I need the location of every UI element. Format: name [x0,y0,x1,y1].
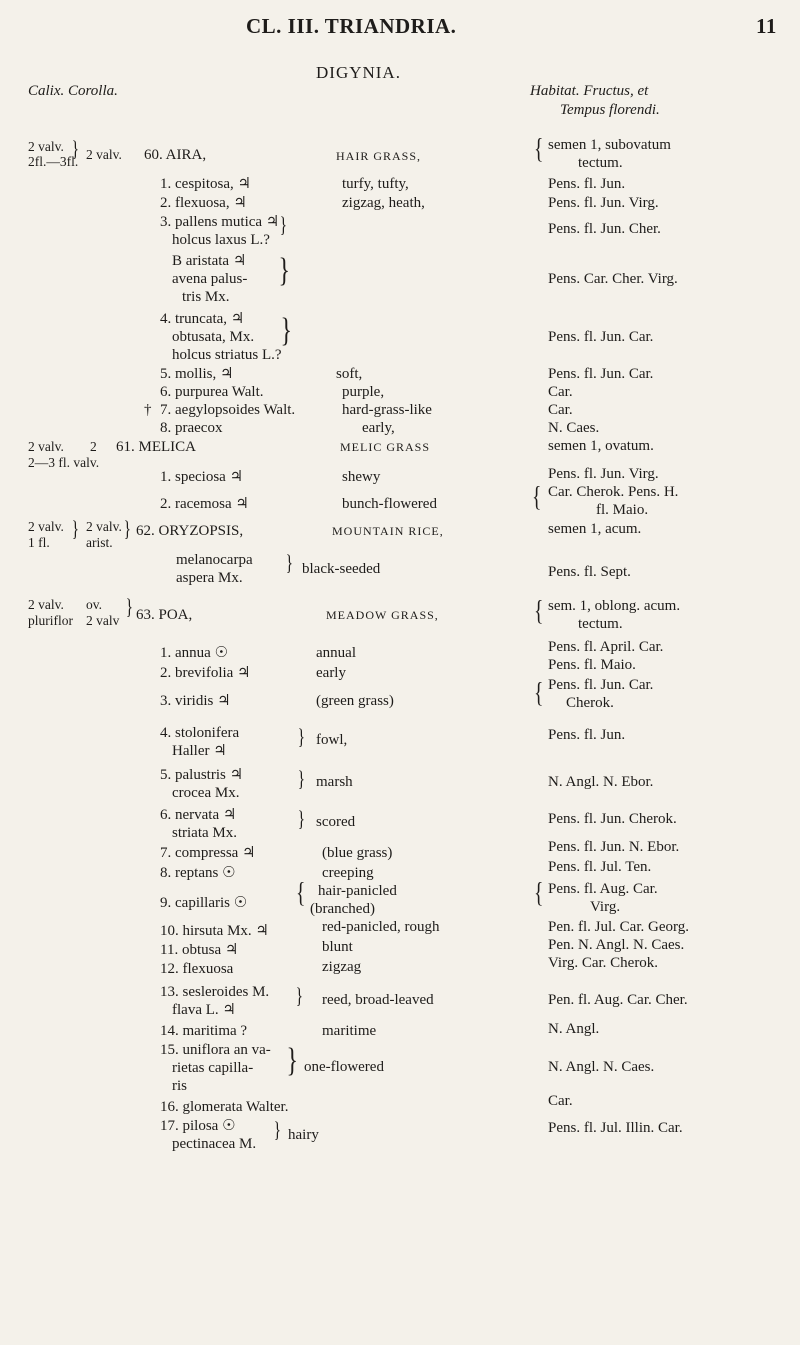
brace: } [125,594,133,619]
synonym: flava L. ♃ [172,1002,236,1018]
habitat-text: Pens. fl. Jul. Ten. [548,859,652,875]
brace: } [297,724,305,749]
brace: } [71,516,79,541]
english-name: one-flowered [304,1059,384,1075]
species-entry: 1. speciosa ♃ [160,469,244,485]
english-name: red-panicled, rough [322,919,440,935]
species-entry: 7. aegylopsoides Walt. [160,402,296,418]
habitat-text: fl. Maio. [596,502,649,518]
habitat-text: Pens. fl. Jun. Car. [548,677,654,693]
habitat-text: Pens. fl. Jun. N. Ebor. [548,839,680,855]
species-entry: 6. nervata ♃ [160,807,237,823]
brace: } [273,1117,281,1142]
habitat-text: Pens. fl. Aug. Car. [548,881,658,897]
english-name: hard-grass-like [342,402,432,418]
habitat-text: Pens. fl. Jul. Illin. Car. [548,1120,683,1136]
english-name: maritime [322,1023,377,1039]
habitat-text: Pens. Car. Cher. Virg. [548,271,678,287]
habitat-text: Pens. fl. Jun. Car. [548,329,654,345]
synonym: holcus laxus L.? [172,232,270,248]
species-entry: 4. truncata, ♃ [160,311,245,327]
order-heading: DIGYNIA. [316,63,401,82]
brace: { [532,482,542,513]
brace: } [278,252,290,289]
brace: { [534,878,544,909]
habitat-text: Pens. fl. Jun. [548,176,626,192]
habitat-text: N. Caes. [548,420,600,436]
species-entry: 7. compressa ♃ [160,845,256,861]
species-entry: 8. reptans ☉ [160,865,236,881]
corolla-text: ov. [86,597,102,612]
calix-text: 2 valv. [28,597,64,612]
synonym: pectinacea M. [172,1136,257,1152]
english-name: fowl, [316,732,348,748]
synonym: holcus striatus L.? [172,347,282,363]
synonym: Haller ♃ [172,743,227,759]
genus-name: 60. AIRA, [144,147,207,163]
english-name: hairy [288,1127,319,1143]
habitat-text: semen 1, ovatum. [548,438,654,454]
brace: } [71,136,79,161]
english-name: purple, [342,384,385,400]
habitat-text: Pens. fl. Maio. [548,657,636,673]
habitat-text: N. Angl. N. Caes. [548,1059,655,1075]
corolla-text: arist. [86,535,113,550]
habitat-text: Pens. fl. Jun. Car. [548,366,654,382]
species-entry: 6. purpurea Walt. [160,384,264,400]
habitat-text: Pens. fl. Jun. Cherok. [548,811,677,827]
species-entry: 1. cespitosa, ♃ [160,176,251,192]
english-name: reed, broad-leaved [322,992,434,1008]
habitat-text: sem. 1, oblong. acum. [548,598,681,614]
species-entry: 12. flexuosa [160,961,234,977]
species-entry: 16. glomerata Walter. [160,1099,289,1115]
brace: { [534,678,544,709]
page-header: CL. III. TRIANDRIA. [246,14,457,38]
calix-text: 1 fl. [28,535,50,550]
english-name: marsh [316,774,353,790]
species-entry: 13. sesleroides M. [160,984,270,1000]
habitat-text: Pens. fl. Jun. Virg. [548,466,659,482]
synonym: obtusata, Mx. [172,329,255,345]
habitat-text: Pens. fl. April. Car. [548,639,664,655]
english-name: bunch-flowered [342,496,437,512]
habitat-text: Pen. fl. Aug. Car. Cher. [548,992,688,1008]
corolla-text: 2 [90,439,97,454]
english-name: soft, [336,366,363,382]
calix-text: 2 valv. [28,439,64,454]
genus-name: 62. ORYZOPSIS, [136,523,244,539]
species-entry: 10. hirsuta Mx. ♃ [160,923,269,939]
habitat-text: tectum. [578,155,623,171]
genus-name: 61. MELICA [116,439,196,455]
column-heading-tempus: Tempus florendi. [560,102,660,118]
species-entry: 5. palustris ♃ [160,767,244,783]
english-name: early, [362,420,395,436]
calix-text: 2—3 fl. valv. [28,455,100,470]
brace: } [280,312,292,349]
habitat-text: Car. Cherok. Pens. H. [548,484,679,500]
calix-text: pluriflor [28,613,73,628]
habitat-text: semen 1, acum. [548,521,642,537]
brace: } [285,550,293,575]
brace: { [534,134,544,165]
species-entry: 5. mollis, ♃ [160,366,234,382]
species-entry: 4. stolonifera [160,725,240,741]
habitat-text: N. Angl. N. Ebor. [548,774,654,790]
english-name: annual [316,645,356,661]
brace: } [297,806,305,831]
species-entry: 2. flexuosa, ♃ [160,195,247,211]
calix-text: 2fl.—3fl. [28,154,79,169]
english-name: (blue grass) [322,845,393,861]
brace: { [296,878,306,909]
calix-text: 2 valv. [28,519,64,534]
variety-entry: B aristata ♃ [172,253,247,269]
habitat-text: Cherok. [566,695,614,711]
habitat-text: Car. [548,384,573,400]
synonym: aspera Mx. [176,570,243,586]
english-name: creeping [322,865,374,881]
habitat-text: Pens. fl. Sept. [548,564,631,580]
habitat-text: N. Angl. [548,1021,600,1037]
english-name: shewy [342,469,381,485]
genus-english: MEADOW GRASS, [326,608,439,622]
page-number: 11 [756,14,777,38]
synonym: avena palus- [172,271,248,287]
habitat-text: Pens. fl. Jun. Cher. [548,221,661,237]
english-name: turfy, tufty, [342,176,409,192]
dagger-mark: † [144,402,152,418]
species-entry: 14. maritima ? [160,1023,248,1039]
species-entry: melanocarpa [176,552,253,568]
species-entry: 2. brevifolia ♃ [160,665,251,681]
species-entry: 3. pallens mutica ♃ [160,214,280,230]
english-name: (branched) [310,901,375,917]
habitat-text: tectum. [578,616,623,632]
species-entry: 3. viridis ♃ [160,693,231,709]
synonym: crocea Mx. [172,785,240,801]
english-name: hair-panicled [318,883,397,899]
habitat-text: Pens. fl. Jun. [548,727,626,743]
habitat-text: Car. [548,1093,573,1109]
english-name: black-seeded [302,561,381,577]
synonym: striata Mx. [172,825,237,841]
habitat-text: semen 1, subovatum [548,137,671,153]
genus-english: MELIC GRASS [340,440,431,454]
habitat-text: Virg. Car. Cherok. [548,955,659,971]
synonym: ris [172,1078,187,1094]
column-heading-calix: Calix. Corolla. [28,83,118,99]
species-entry: 9. capillaris ☉ [160,895,248,911]
habitat-text: Pen. N. Angl. N. Caes. [548,937,685,953]
column-heading-habitat: Habitat. Fructus, et [530,83,649,99]
genus-english: HAIR GRASS, [336,149,422,163]
english-name: blunt [322,939,353,955]
brace: } [295,983,303,1008]
corolla-text: 2 valv. [86,519,122,534]
habitat-text: Pens. fl. Jun. Virg. [548,195,659,211]
species-entry: 2. racemosa ♃ [160,496,249,512]
habitat-text: Pen. fl. Jul. Car. Georg. [548,919,689,935]
english-name: zigzag [322,959,362,975]
species-entry: 17. pilosa ☉ [160,1118,236,1134]
brace: } [123,516,131,541]
synonym: tris Mx. [182,289,230,305]
english-name: zigzag, heath, [342,195,425,211]
habitat-text: Car. [548,402,573,418]
brace: } [279,212,287,237]
corolla-text: 2 valv. [86,147,122,162]
brace: { [534,596,544,627]
species-entry: 15. uniflora an va- [160,1042,271,1058]
synonym: rietas capilla- [172,1060,254,1076]
corolla-text: 2 valv [86,613,120,628]
habitat-text: Virg. [590,899,621,915]
genus-english: MOUNTAIN RICE, [332,524,444,538]
brace: } [297,766,305,791]
english-name: early [316,665,346,681]
species-entry: 8. praecox [160,420,223,436]
genus-name: 63. POA, [136,607,193,623]
species-entry: 11. obtusa ♃ [160,942,239,958]
english-name: scored [316,814,356,830]
species-entry: 1. annua ☉ [160,645,229,661]
english-name: (green grass) [316,693,394,709]
brace: } [286,1042,298,1079]
calix-text: 2 valv. [28,139,64,154]
